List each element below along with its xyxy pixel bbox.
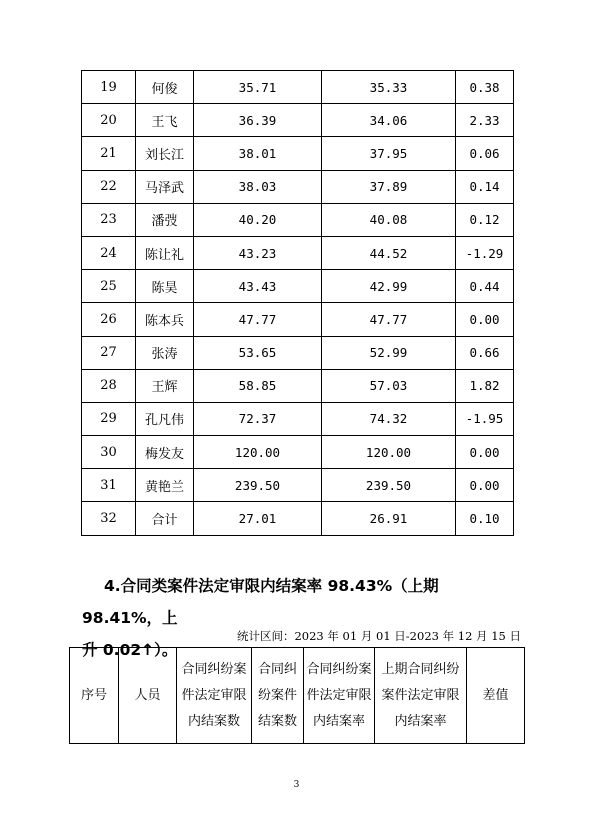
page-number: 3 — [293, 780, 300, 790]
cell-diff: 0.10 — [456, 502, 514, 535]
cell-name: 刘长江 — [136, 137, 194, 170]
table-row — [82, 137, 514, 170]
cell-value-current: 239.50 — [194, 469, 322, 502]
header-rate: 合同纠纷案 件法定审限 内结案率 — [304, 648, 375, 744]
cell-name: 何俊 — [136, 71, 194, 104]
cell-value-current: 58.85 — [194, 369, 322, 402]
header-person: 人员 — [119, 648, 177, 744]
cell-value-previous: 42.99 — [322, 270, 456, 303]
table-row — [82, 104, 514, 137]
cell-diff: 2.33 — [456, 104, 514, 137]
cell-diff: 0.00 — [456, 303, 514, 336]
cell-value-previous: 40.08 — [322, 203, 456, 236]
cell-value-current: 120.00 — [194, 436, 322, 469]
cell-no: 23 — [82, 203, 136, 236]
cell-no: 26 — [82, 303, 136, 336]
data-table-body — [82, 71, 514, 536]
cell-value-current: 47.77 — [194, 303, 322, 336]
table-row — [82, 236, 514, 269]
cell-name: 王飞 — [136, 104, 194, 137]
table-row — [82, 71, 514, 104]
data-table — [81, 70, 514, 536]
table-row — [82, 502, 514, 535]
heading-line-2: 升 0.02↑）。 — [82, 641, 178, 659]
cell-no: 20 — [82, 104, 136, 137]
cell-value-current: 40.20 — [194, 203, 322, 236]
cell-value-previous: 239.50 — [322, 469, 456, 502]
cell-diff: 0.06 — [456, 137, 514, 170]
cell-value-current: 35.71 — [194, 71, 322, 104]
cell-diff: -1.95 — [456, 402, 514, 435]
table-row — [82, 436, 514, 469]
cell-value-previous: 120.00 — [322, 436, 456, 469]
cell-value-previous: 74.32 — [322, 402, 456, 435]
cell-diff: 0.00 — [456, 436, 514, 469]
table-row — [82, 369, 514, 402]
table-row — [82, 170, 514, 203]
table-row — [82, 303, 514, 336]
heading-line-1: 4.合同类案件法定审限内结案率 98.43%（上期 98.41%，上 — [82, 577, 439, 627]
contract-case-table — [69, 647, 525, 744]
header-closed-cases: 合同纠 纷案件 结案数 — [252, 648, 304, 744]
cell-value-previous: 37.95 — [322, 137, 456, 170]
cell-diff: 0.00 — [456, 469, 514, 502]
header-diff: 差值 — [467, 648, 525, 744]
cell-name: 张涛 — [136, 336, 194, 369]
cell-diff: 0.14 — [456, 170, 514, 203]
header-previous-rate: 上期合同纠纷 案件法定审限 内结案率 — [375, 648, 467, 744]
cell-no: 28 — [82, 369, 136, 402]
cell-value-current: 43.23 — [194, 236, 322, 269]
cell-name: 黄艳兰 — [136, 469, 194, 502]
cell-value-current: 38.03 — [194, 170, 322, 203]
table-row — [82, 469, 514, 502]
cell-no: 29 — [82, 402, 136, 435]
cell-name: 陈让礼 — [136, 236, 194, 269]
cell-name: 梅发友 — [136, 436, 194, 469]
cell-diff: 0.66 — [456, 336, 514, 369]
cell-value-previous: 37.89 — [322, 170, 456, 203]
cell-name: 陈本兵 — [136, 303, 194, 336]
cell-value-current: 53.65 — [194, 336, 322, 369]
cell-no: 31 — [82, 469, 136, 502]
cell-no: 22 — [82, 170, 136, 203]
table-row — [82, 402, 514, 435]
cell-value-current: 38.01 — [194, 137, 322, 170]
cell-no: 21 — [82, 137, 136, 170]
cell-no: 25 — [82, 270, 136, 303]
cell-diff: -1.29 — [456, 236, 514, 269]
cell-name: 马泽武 — [136, 170, 194, 203]
cell-no: 19 — [82, 71, 136, 104]
cell-value-current: 43.43 — [194, 270, 322, 303]
cell-value-current: 36.39 — [194, 104, 322, 137]
cell-diff: 0.38 — [456, 71, 514, 104]
header-row — [70, 648, 525, 744]
cell-value-previous: 52.99 — [322, 336, 456, 369]
header-cases-within-limit: 合同纠纷案 件法定审限 内结案数 — [177, 648, 252, 744]
table-row — [82, 336, 514, 369]
cell-value-previous: 44.52 — [322, 236, 456, 269]
cell-value-previous: 57.03 — [322, 369, 456, 402]
cell-value-previous: 47.77 — [322, 303, 456, 336]
cell-value-current: 72.37 — [194, 402, 322, 435]
cell-diff: 0.12 — [456, 203, 514, 236]
cell-value-previous: 35.33 — [322, 71, 456, 104]
cell-name: 合计 — [136, 502, 194, 535]
cell-no: 32 — [82, 502, 136, 535]
cell-diff: 1.82 — [456, 369, 514, 402]
cell-no: 24 — [82, 236, 136, 269]
header-no: 序号 — [70, 648, 119, 744]
table-row — [82, 203, 514, 236]
cell-no: 30 — [82, 436, 136, 469]
cell-name: 孔凡伟 — [136, 402, 194, 435]
cell-value-previous: 34.06 — [322, 104, 456, 137]
cell-name: 潘弢 — [136, 203, 194, 236]
cell-name: 陈昊 — [136, 270, 194, 303]
cell-no: 27 — [82, 336, 136, 369]
cell-diff: 0.44 — [456, 270, 514, 303]
table-row — [82, 270, 514, 303]
cell-value-previous: 26.91 — [322, 502, 456, 535]
stat-period: 统计区间：2023 年 01 月 01 日-2023 年 12 月 15 日 — [236, 629, 521, 643]
cell-value-current: 27.01 — [194, 502, 322, 535]
cell-name: 王辉 — [136, 369, 194, 402]
